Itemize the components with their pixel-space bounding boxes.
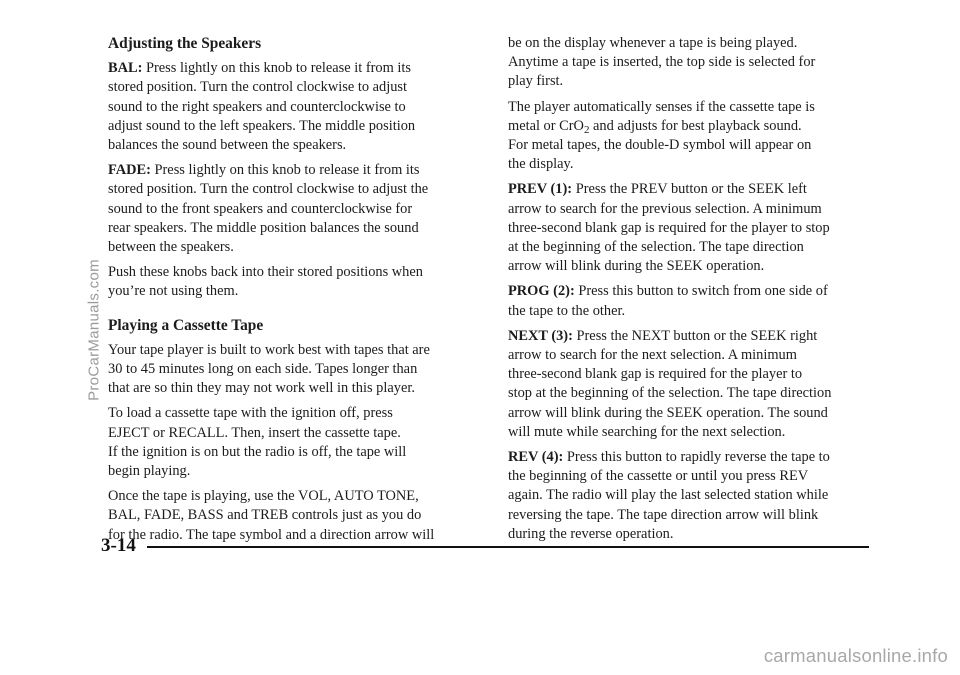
paragraph-tape-controls: Once the tape is playing, use the VOL, AUTO TONE, BAL, FADE, BASS and TREB controls just as you do for the radio. The tape symbol and a direction arrow will [108, 488, 435, 543]
paragraph-load-tape: To load a cassette tape with the ignition off, press EJECT or RECALL. Then, insert the cassette tape. If the ignition is on but the radio is off, the tape will begin playing. [108, 405, 407, 480]
heading-playing-cassette: Playing a Cassette Tape [108, 316, 264, 334]
left-column [108, 34, 486, 551]
label-prog: PROG (2): [508, 283, 575, 300]
label-fade: FADE: [108, 162, 151, 179]
footer-rule [147, 546, 869, 548]
label-bal: BAL: [108, 60, 143, 77]
heading-adjusting-speakers: Adjusting the Speakers [108, 35, 262, 52]
paragraph-metal-tape: The player automatically senses if the cassette tape is metal or CrO$_2$ and adjusts for best playback sound. For metal tapes, the double-D symbol will appear on the display. [508, 98, 815, 173]
paragraph-bal: BAL: Press lightly on this knob to release it from its stored position. Turn the control clockwise to adjust sound to the right speakers and counterclockwise to adjust sound to the left speakers. The middle position balances the sound between the speakers. [108, 60, 416, 154]
paragraph-prog: PROG (2): Press this button to switch from one side of the tape to the other. [508, 283, 828, 319]
paragraph-push-knobs: Push these knobs back into their stored positions when you’re not using them. [108, 264, 423, 300]
paragraph-tape-length: Your tape player is built to work best with tapes that are 30 to 45 minutes long on each side. Tapes longer than that are so thin they may not work well in this player. [108, 341, 430, 397]
paragraph-display: be on the display whenever a tape is being played. Anytime a tape is inserted, the top side is selected for play first. [508, 35, 816, 90]
label-next: NEXT (3): [508, 327, 573, 344]
side-watermark [84, 140, 104, 520]
page-number: 3-14 [101, 535, 136, 556]
page-footer [101, 535, 871, 557]
right-column [508, 34, 874, 550]
paragraph-rev: REV (4): Press this button to rapidly reverse the tape to the beginning of the cassette or until you press REV again. The radio will play the last selected station while reversing the tape. The tape direction arrow will blink during the reverse operation. [508, 449, 830, 542]
paragraph-fade: FADE: Press lightly on this knob to release it from its stored position. Turn the control clockwise to adjust the sound to the front speakers and counterclockwise for rear speakers. The middle position balances the sound between the speakers. [108, 162, 429, 256]
side-watermark-text: ProCarManuals.com [85, 259, 103, 401]
bottom-watermark: carmanualsonline.info [763, 645, 948, 666]
label-prev: PREV (1): [508, 181, 573, 198]
paragraph-prev: PREV (1): Press the PREV button or the SEEK left arrow to search for the previous selection. A minimum three-second blank gap is required for the player to stop at the beginning of the selection. The tape direction arrow will blink during the SEEK operation. [508, 181, 830, 275]
label-rev: REV (4): [508, 449, 564, 466]
paragraph-next: NEXT (3): Press the NEXT button or the SEEK right arrow to search for the next selection. A minimum three-second blank gap is required for the player to stop at the beginning of the selection. The tape direction arrow will blink during the SEEK operation. The sound will mute while searching for the next selection. [508, 327, 832, 440]
